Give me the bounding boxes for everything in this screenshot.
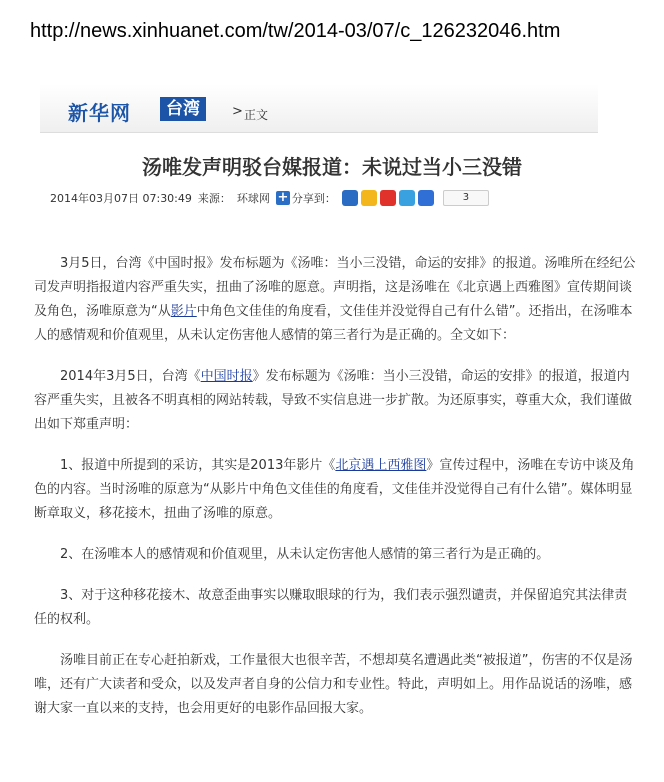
article-paragraph: 2014年3月5日，台湾《中国时报》发布标题为《汤唯：当小三没错，命运的安排》的报道，报道内容严重失实，且被各不明真相的网站转载，导致不实信息进一步扩散。为还原事实，尊重大众，我们谨做出如下郑重声明： — [34, 369, 633, 432]
weibo-icon[interactable] — [380, 190, 396, 206]
renren-icon[interactable] — [342, 190, 358, 206]
article-meta — [50, 188, 495, 208]
inline-link[interactable]: 北京遇上西雅图 — [335, 458, 427, 473]
article-paragraph: 1、报道中所提到的采访，其实是2013年影片《北京遇上西雅图》宣传过程中，汤唯在专访中谈及角色的内容。当时汤唯的原意为“从影片中角色文佳佳的角度看，文佳佳并没觉得自己有什么错”。媒体明显断章取义，移花接木，扭曲了汤唯的原意。 — [34, 458, 635, 521]
tencent-weibo-icon[interactable] — [399, 190, 415, 206]
source-name: 环球网 — [236, 192, 270, 205]
share-plus-icon[interactable]: + — [277, 190, 289, 205]
page-url: http://news.xinhuanet.com/tw/2014-03/07/c_126232046.htm — [30, 20, 561, 42]
share-label: 分享到： — [291, 192, 336, 205]
kaixin-icon[interactable] — [418, 190, 434, 206]
source-label: 来源： — [197, 192, 231, 205]
article-paragraph: 3月5日，台湾《中国时报》发布标题为《汤唯：当小三没错，命运的安排》的报道。汤唯所在经纪公司发声明指报道内容严重失实，扭曲了汤唯的愿意。声明指，这是汤唯在《北京遇上西雅图》宣传期间谈及角色，汤唯原意为“从影片中角色文佳佳的角度看，文佳佳并没觉得自己有什么错”。还指出，在汤唯本人的感情观和价值观里，从未认定伤害他人感情的第三者行为是正确的。全文如下： — [34, 256, 636, 343]
share-count: 3 — [443, 190, 489, 206]
inline-link[interactable]: 影片 — [170, 304, 197, 319]
article-body — [34, 252, 636, 738]
inline-link[interactable]: 中国时报 — [200, 369, 253, 384]
qzone-icon[interactable] — [361, 190, 377, 206]
publish-datetime: 2014年03月07日 07:30:49 — [50, 192, 192, 205]
xinhua-logo[interactable]: 新华网 — [68, 101, 131, 125]
breadcrumb-separator: > — [232, 104, 243, 119]
article-paragraph: 2、在汤唯本人的感情观和价值观里，从未认定伤害他人感情的第三者行为是正确的。 — [60, 547, 550, 562]
article-paragraph: 3、对于这种移花接木、故意歪曲事实以赚取眼球的行为，我们表示强烈谴责，并保留追究其法律责任的权利。 — [34, 588, 628, 627]
taiwan-channel-badge[interactable]: 台湾 — [160, 97, 206, 121]
article-paragraph: 汤唯目前正在专心赶拍新戏，工作量很大也很辛苦，不想却莫名遭遇此类“被报道”，伤害的不仅是汤唯，还有广大读者和受众，以及发声者自身的公信力和专业性。特此，声明如上。用作品说话的汤唯，感谢大家一直以来的支持，也会用更好的电影作品回报大家。 — [34, 653, 633, 716]
breadcrumb-current: 正文 — [244, 108, 269, 122]
article-title: 汤唯发声明驳台媒报道：未说过当小三没错 — [142, 155, 522, 179]
